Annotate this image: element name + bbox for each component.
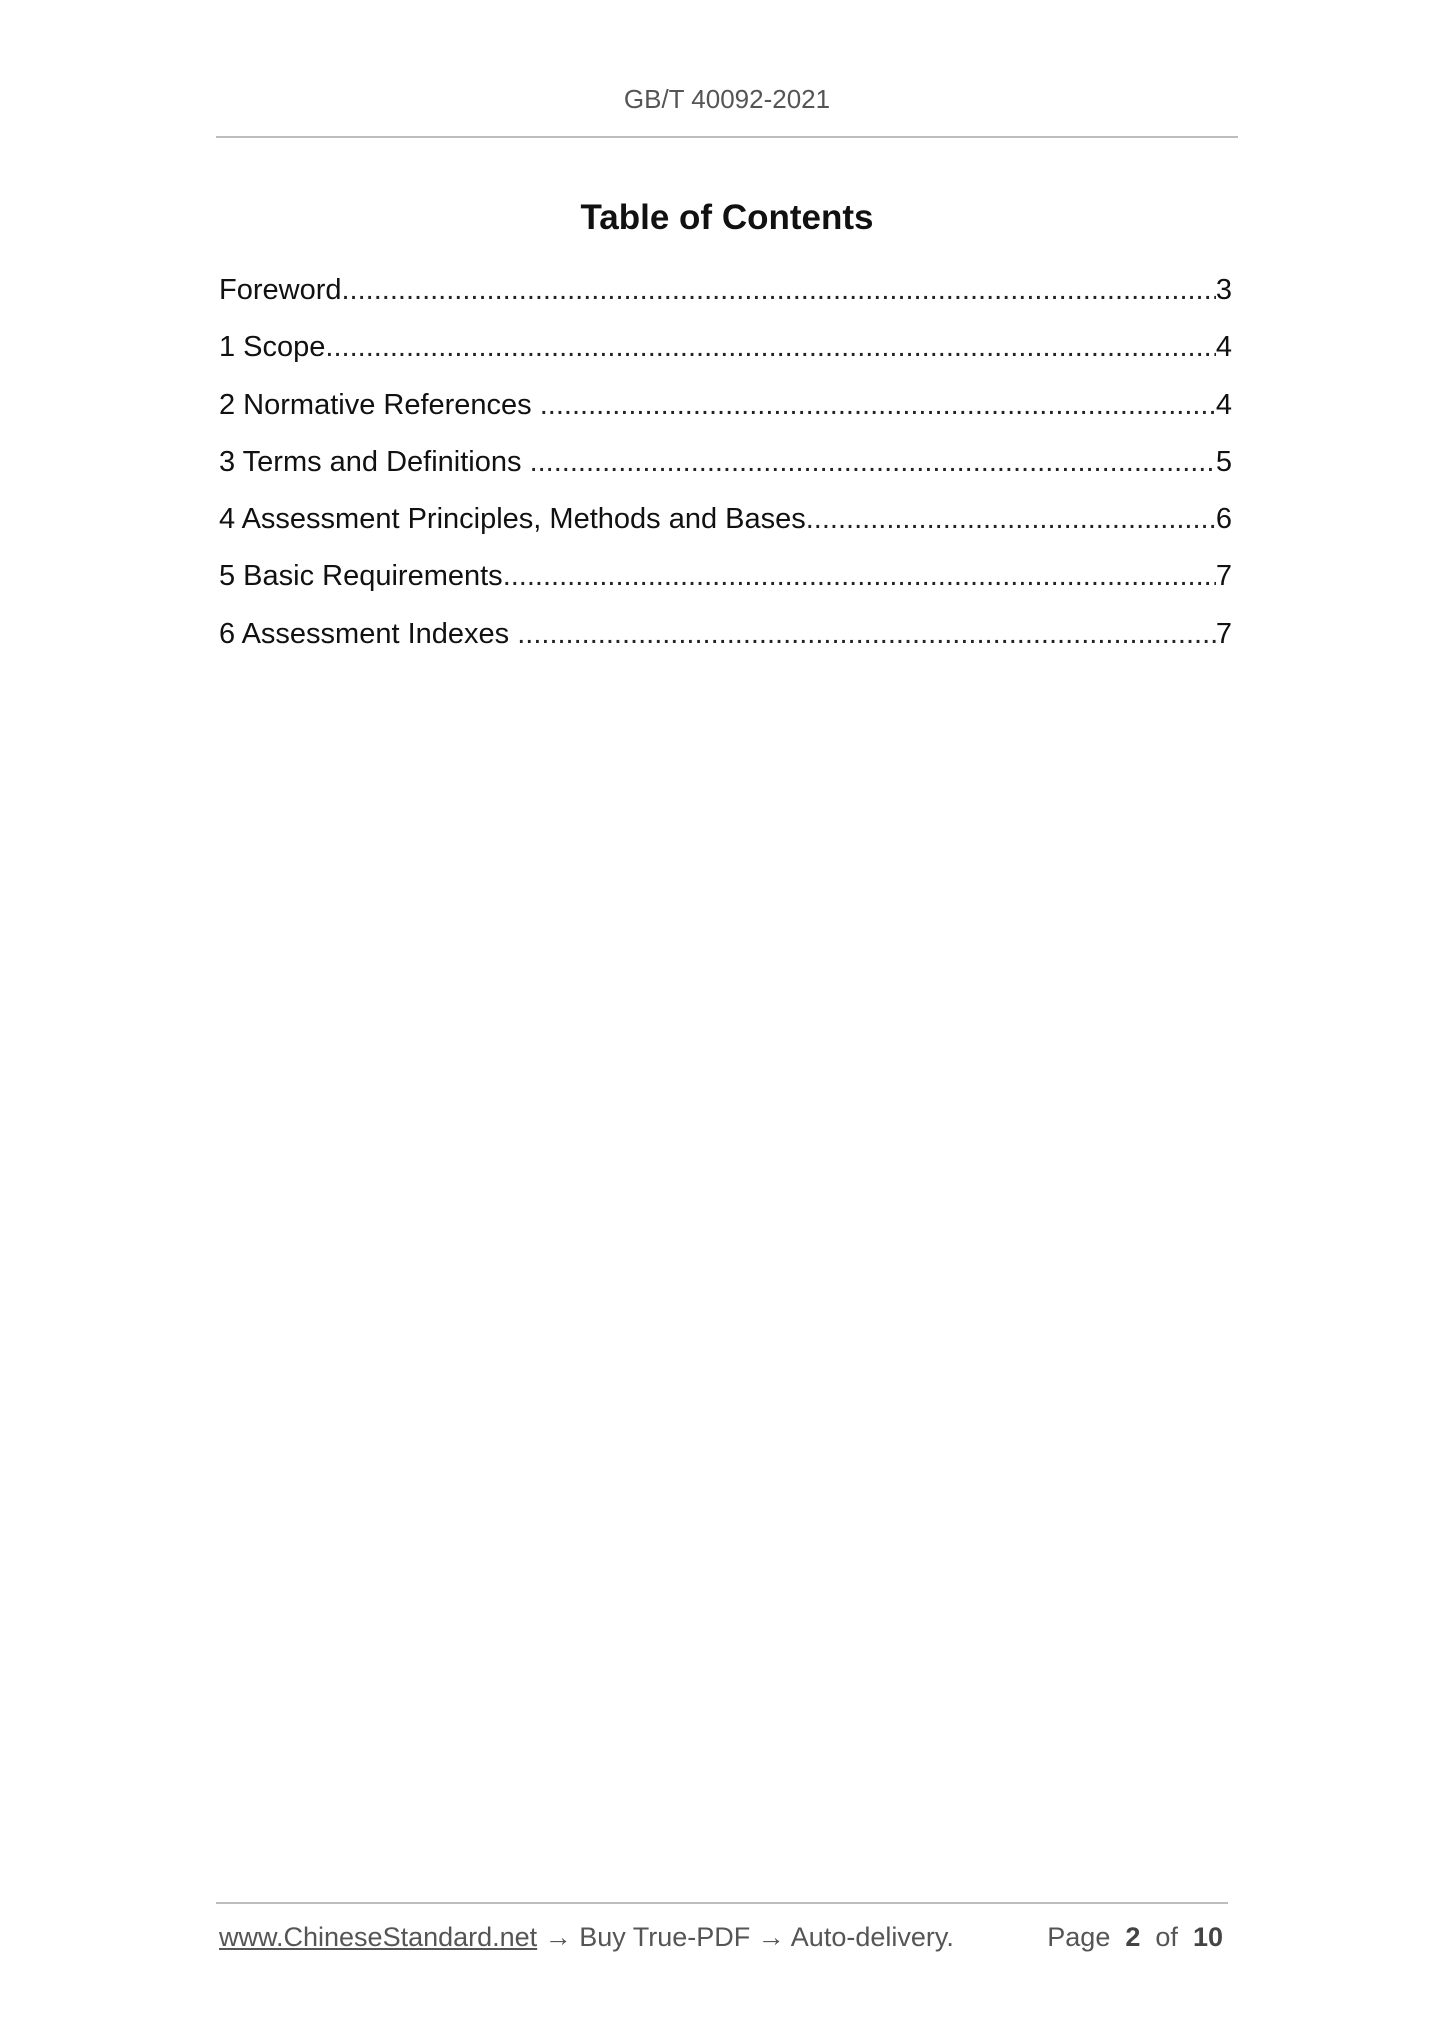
toc-entry-label: 5 Basic Requirements bbox=[219, 560, 503, 593]
toc-list bbox=[219, 262, 1232, 663]
toc-dot-leader bbox=[342, 262, 1216, 319]
footer-divider bbox=[216, 1902, 1228, 1904]
toc-entry-assessment-principles[interactable] bbox=[219, 491, 1232, 548]
toc-dot-leader bbox=[806, 491, 1216, 548]
toc-dot-leader bbox=[325, 319, 1215, 376]
footer-promo bbox=[219, 1922, 954, 1953]
toc-entry-page: 4 bbox=[1215, 388, 1232, 421]
website-link[interactable]: www.ChineseStandard.net bbox=[219, 1922, 538, 1952]
toc-entry-label: 2 Normative References bbox=[219, 388, 540, 421]
page-current: 2 bbox=[1125, 1922, 1141, 1952]
auto-delivery-text: Auto-delivery. bbox=[790, 1922, 954, 1952]
toc-entry-foreword[interactable] bbox=[219, 262, 1232, 319]
toc-entry-label: Foreword bbox=[219, 274, 342, 306]
toc-entry-terms-and-definitions[interactable] bbox=[219, 434, 1232, 491]
toc-dot-leader bbox=[540, 377, 1216, 434]
toc-entry-page: 5 bbox=[1215, 445, 1232, 478]
toc-entry-page: 3 bbox=[1215, 274, 1232, 306]
buy-true-pdf-text: Buy True-PDF bbox=[579, 1922, 751, 1952]
page-footer bbox=[219, 1922, 1229, 1962]
page-total: 10 bbox=[1192, 1922, 1223, 1952]
toc-dot-leader bbox=[530, 434, 1216, 491]
toc-dot-leader bbox=[517, 606, 1216, 663]
page-number bbox=[1047, 1922, 1223, 1953]
of-word: of bbox=[1155, 1922, 1178, 1952]
toc-entry-label: 6 Assessment Indexes bbox=[219, 617, 518, 650]
toc-entry-basic-requirements[interactable] bbox=[219, 548, 1232, 605]
toc-entry-label: 4 Assessment Principles, Methods and Bases bbox=[219, 503, 806, 536]
arrow-right-icon: → bbox=[757, 1922, 785, 1952]
toc-entry-page: 6 bbox=[1215, 503, 1232, 536]
toc-entry-label: 1 Scope bbox=[219, 331, 326, 364]
header-divider bbox=[216, 136, 1238, 138]
toc-entry-page: 4 bbox=[1215, 331, 1232, 364]
toc-entry-assessment-indexes[interactable] bbox=[219, 606, 1232, 663]
toc-entry-normative-references[interactable] bbox=[219, 377, 1232, 434]
arrow-right-icon: → bbox=[544, 1922, 572, 1952]
toc-entry-scope[interactable] bbox=[219, 319, 1232, 376]
toc-entry-label: 3 Terms and Definitions bbox=[219, 445, 530, 478]
toc-entry-page: 7 bbox=[1215, 617, 1232, 650]
toc-dot-leader bbox=[503, 548, 1216, 605]
page-word: Page bbox=[1047, 1922, 1111, 1952]
toc-entry-page: 7 bbox=[1215, 560, 1232, 593]
page-header-doc-code: GB/T 40092-2021 bbox=[623, 84, 831, 114]
toc-title: Table of Contents bbox=[580, 198, 874, 237]
